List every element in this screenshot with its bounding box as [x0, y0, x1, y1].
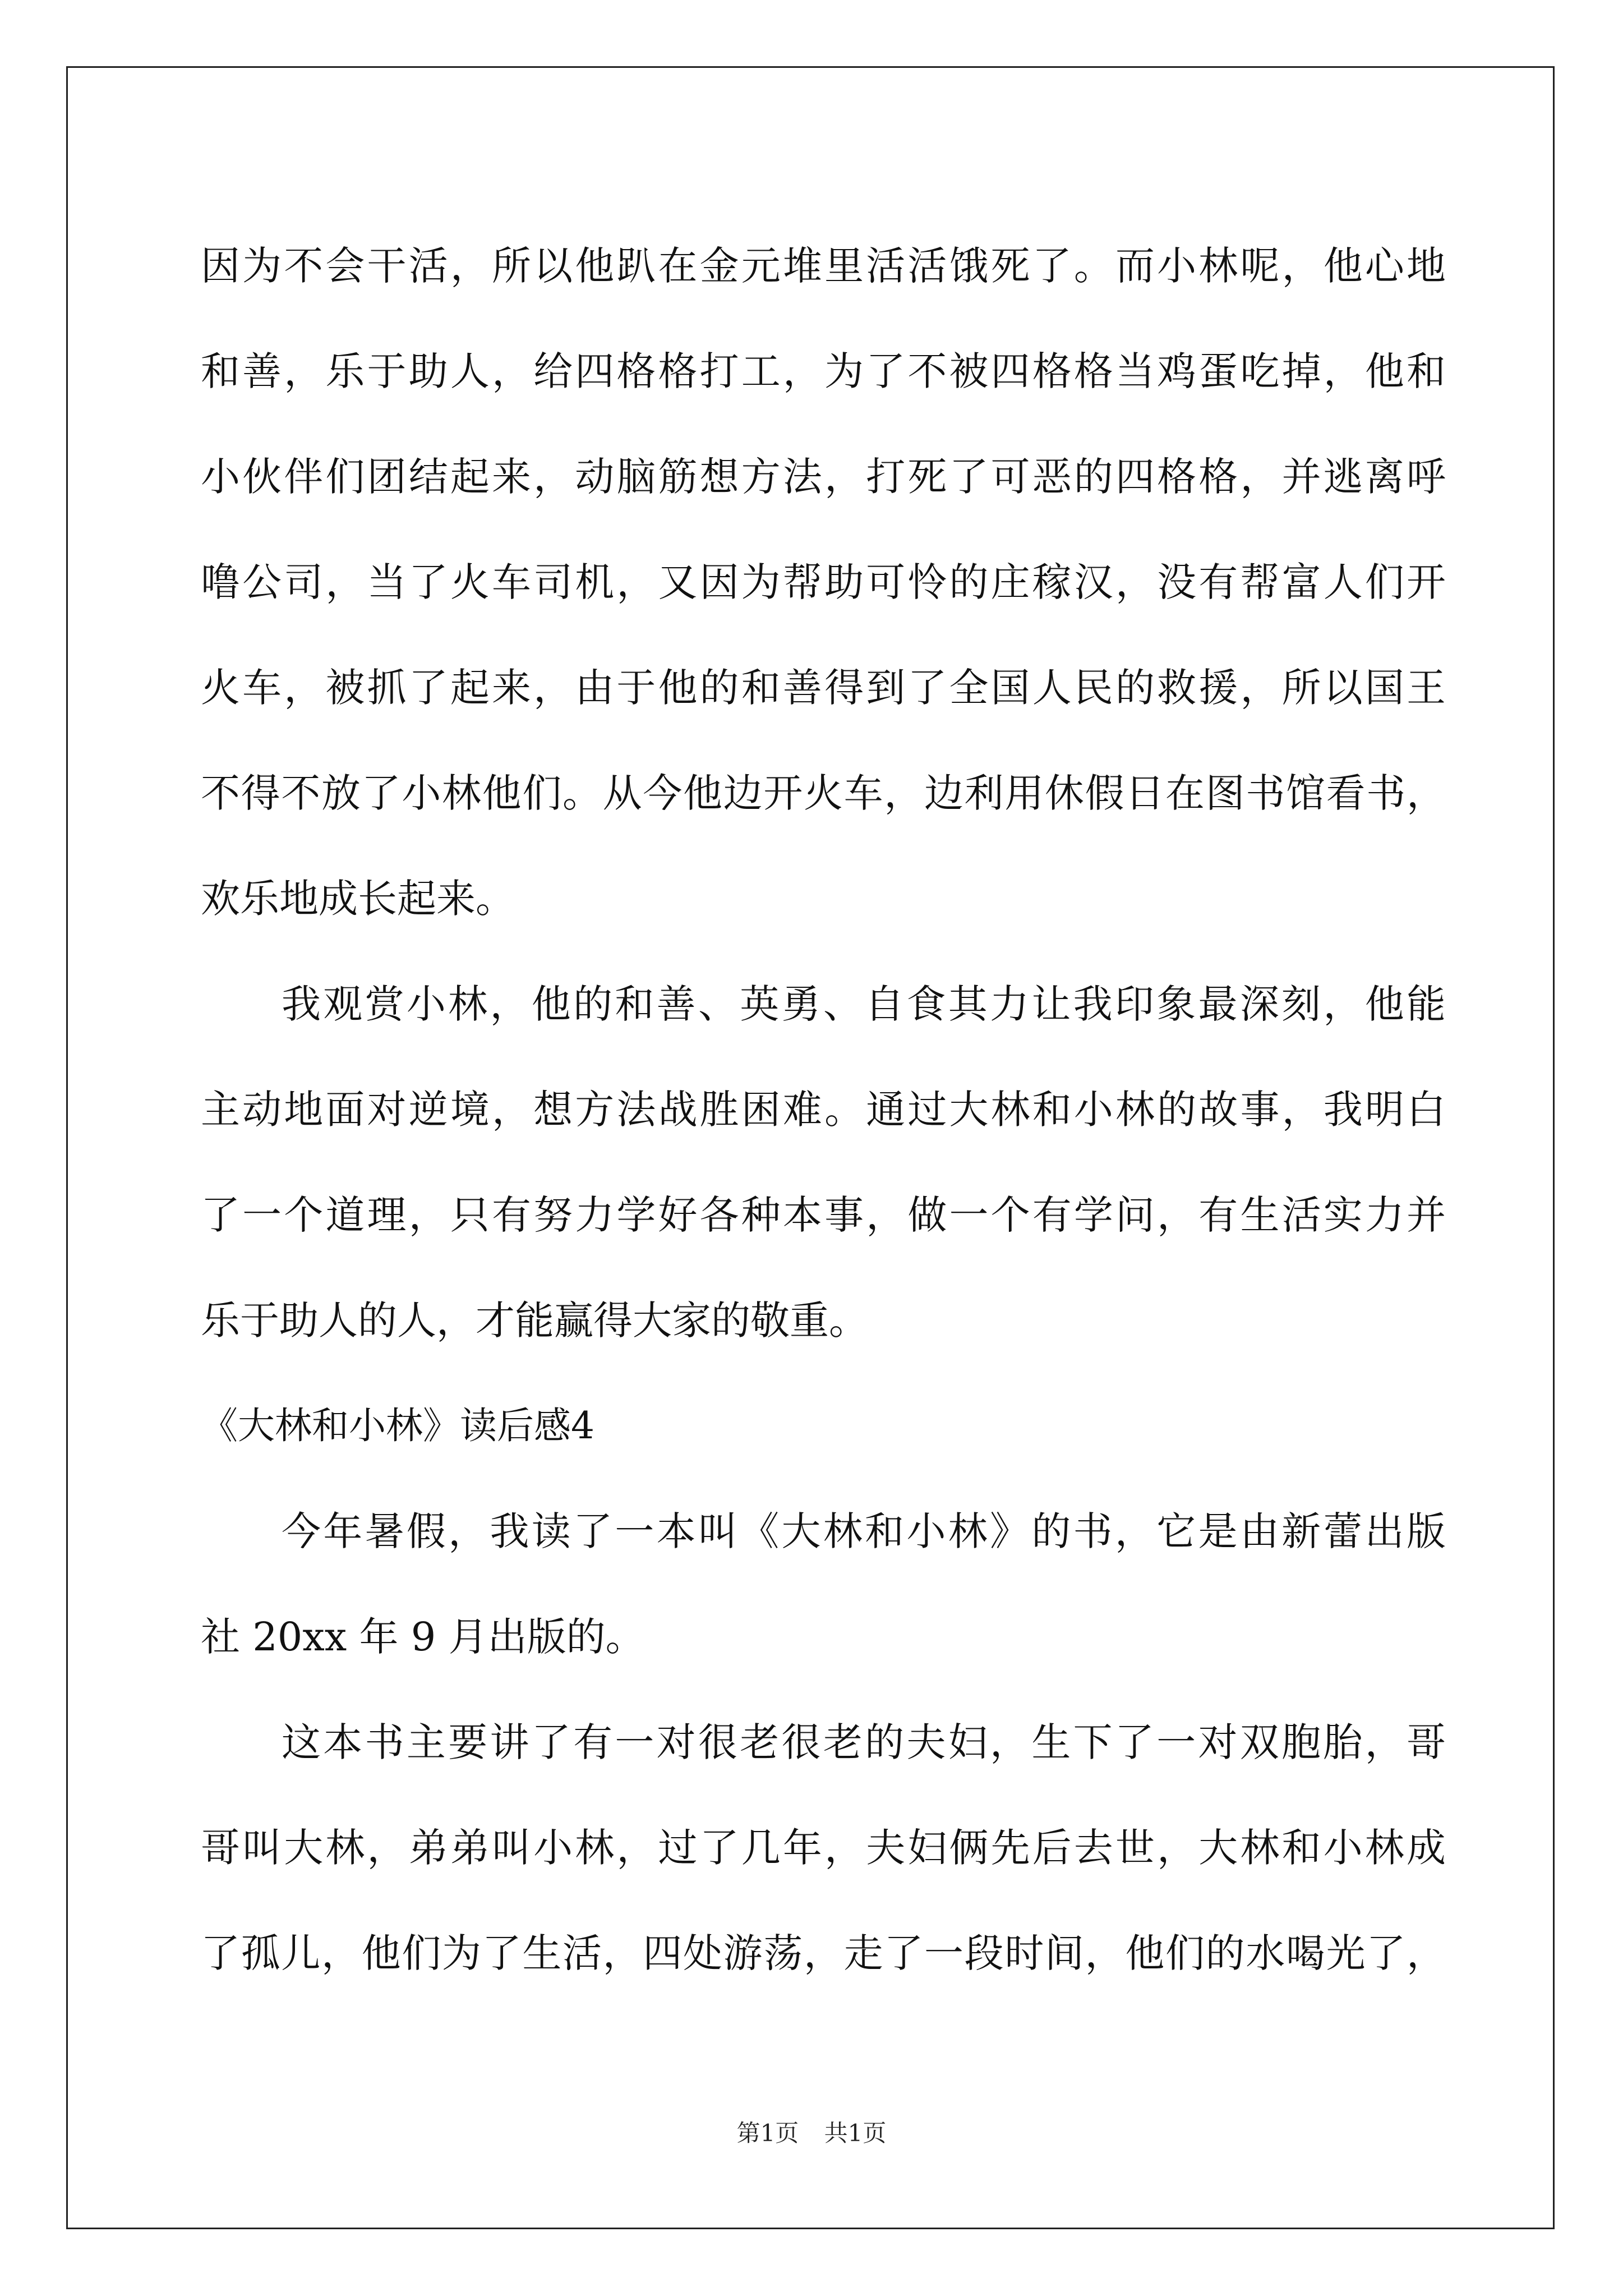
paragraph-first-line: 这本书主要讲了有一对很老很老的夫妇，生下了一对双胞胎，哥	[282, 1719, 1446, 1765]
page-number: 第1页	[736, 2119, 799, 2147]
text-line: 和善，乐于助人，给四格格打工，为了不被四格格当鸡蛋吃掉，他和	[201, 348, 1446, 394]
text-line: 因为不会干活，所以他趴在金元堆里活活饿死了。而小林呢，他心地	[201, 243, 1446, 289]
document-body	[201, 213, 1446, 2006]
text-line: 噜公司，当了火车司机，又因为帮助可怜的庄稼汉，没有帮富人们开	[201, 559, 1446, 605]
text-line: 了一个道理，只有努力学好各种本事，做一个有学问，有生活实力并	[201, 1192, 1446, 1238]
text-line: 不得不放了小林他们。从今他边开火车，边利用休假日在图书馆看书，	[201, 770, 1446, 816]
page-footer	[0, 2115, 1623, 2148]
text-line: 欢乐地成长起来。	[201, 876, 515, 922]
text-line: 乐于助人的人，才能赢得大家的敬重。	[201, 1297, 868, 1343]
paragraph-first-line: 我观赏小林，他的和善、英勇、自食其力让我印象最深刻，他能	[282, 981, 1446, 1027]
section-heading: 《大林和小林》读后感4	[201, 1404, 594, 1447]
text-line: 哥叫大林，弟弟叫小林，过了几年，夫妇俩先后去世，大林和小林成	[201, 1825, 1446, 1871]
paragraph-first-line: 今年暑假，我读了一本叫《大林和小林》的书，它是由新蕾出版	[282, 1508, 1446, 1554]
text-line: 了孤儿，他们为了生活，四处游荡，走了一段时间，他们的水喝光了，	[201, 1930, 1446, 1976]
text-line: 火车，被抓了起来，由于他的和善得到了全国人民的救援，所以国王	[201, 665, 1446, 711]
text-line: 小伙伴们团结起来，动脑筋想方法，打死了可恶的四格格，并逃离呼	[201, 454, 1446, 500]
page-total: 共1页	[824, 2119, 887, 2147]
text-line: 社 20xx 年 9 月出版的。	[201, 1614, 645, 1660]
text-line: 主动地面对逆境，想方法战胜困难。通过大林和小林的故事，我明白	[201, 1087, 1446, 1133]
